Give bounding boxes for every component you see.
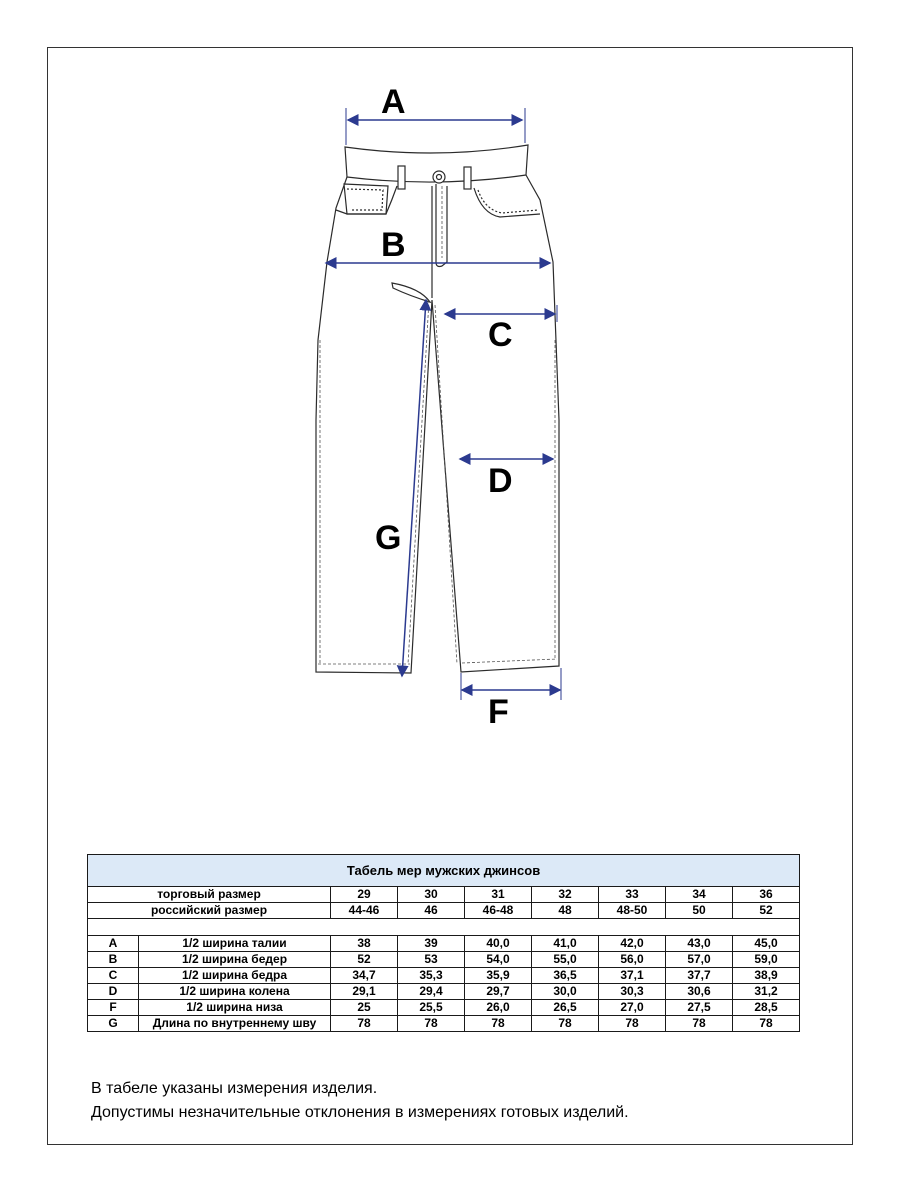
- table-cell: 27,5: [666, 1000, 733, 1016]
- table-cell: 33: [599, 887, 666, 903]
- row-code: A: [88, 936, 139, 952]
- table-row: [88, 968, 800, 984]
- table-cell: 32: [532, 887, 599, 903]
- table-cell: 78: [666, 1016, 733, 1032]
- table-row-russian-size: [88, 903, 800, 919]
- table-cell: 57,0: [666, 952, 733, 968]
- table-cell: 25: [331, 1000, 398, 1016]
- row-label: 1/2 ширина бедер: [139, 952, 331, 968]
- row-code: G: [88, 1016, 139, 1032]
- row-label: 1/2 ширина бедра: [139, 968, 331, 984]
- note-line-2: Допустимы незначительные отклонения в измерениях готовых изделий.: [91, 1104, 629, 1121]
- table-cell: 40,0: [465, 936, 532, 952]
- table-cell: 34: [666, 887, 733, 903]
- table-cell: 39: [398, 936, 465, 952]
- notes: [91, 1077, 629, 1125]
- label-d: D: [488, 462, 513, 500]
- row-label: 1/2 ширина низа: [139, 1000, 331, 1016]
- table-cell: 46-48: [465, 903, 532, 919]
- row-label: Длина по внутреннему шву: [139, 1016, 331, 1032]
- row-label: торговый размер: [88, 887, 331, 903]
- table-cell: 78: [532, 1016, 599, 1032]
- table-cell: 52: [331, 952, 398, 968]
- table-cell: 78: [398, 1016, 465, 1032]
- label-c: C: [488, 316, 513, 354]
- table-cell: 29,1: [331, 984, 398, 1000]
- table-cell: 36,5: [532, 968, 599, 984]
- table-cell: 48-50: [599, 903, 666, 919]
- table-cell: 28,5: [733, 1000, 800, 1016]
- table-cell: 30: [398, 887, 465, 903]
- table-cell: 30,6: [666, 984, 733, 1000]
- table-cell: 30,3: [599, 984, 666, 1000]
- table-cell: 59,0: [733, 952, 800, 968]
- table-cell: 26,0: [465, 1000, 532, 1016]
- table-cell: 37,7: [666, 968, 733, 984]
- table-cell: 52: [733, 903, 800, 919]
- table-cell: 36: [733, 887, 800, 903]
- table-cell: 31: [465, 887, 532, 903]
- table-row: [88, 952, 800, 968]
- row-code: D: [88, 984, 139, 1000]
- table-cell: 31,2: [733, 984, 800, 1000]
- row-code: B: [88, 952, 139, 968]
- label-b: B: [381, 226, 406, 264]
- table-cell: 45,0: [733, 936, 800, 952]
- table-title: Табель мер мужских джинсов: [88, 855, 800, 887]
- table-cell: 34,7: [331, 968, 398, 984]
- label-a: A: [381, 83, 406, 121]
- row-code: F: [88, 1000, 139, 1016]
- jeans-stitching: [318, 186, 557, 664]
- table-cell: 78: [733, 1016, 800, 1032]
- jeans-outline: [316, 145, 559, 673]
- row-label: 1/2 ширина талии: [139, 936, 331, 952]
- table-row-trade-size: [88, 887, 800, 903]
- table-cell: 30,0: [532, 984, 599, 1000]
- table-cell: 38,9: [733, 968, 800, 984]
- row-label: российский размер: [88, 903, 331, 919]
- table-cell: 78: [465, 1016, 532, 1032]
- table-cell: 55,0: [532, 952, 599, 968]
- table-cell: 29,4: [398, 984, 465, 1000]
- table-cell: 43,0: [666, 936, 733, 952]
- table-cell: 27,0: [599, 1000, 666, 1016]
- label-g: G: [375, 519, 402, 557]
- note-line-1: В табеле указаны измерения изделия.: [91, 1080, 378, 1097]
- row-code: C: [88, 968, 139, 984]
- table-cell: 26,5: [532, 1000, 599, 1016]
- table-cell: 54,0: [465, 952, 532, 968]
- table-cell: 56,0: [599, 952, 666, 968]
- pants-body: [316, 175, 559, 673]
- table-cell: 48: [532, 903, 599, 919]
- size-table: [87, 854, 800, 1032]
- table-cell: 41,0: [532, 936, 599, 952]
- table-cell: 50: [666, 903, 733, 919]
- table-cell: 78: [599, 1016, 666, 1032]
- table-row: [88, 984, 800, 1000]
- table-cell: 38: [331, 936, 398, 952]
- table-cell: 37,1: [599, 968, 666, 984]
- table-row: [88, 1000, 800, 1016]
- label-f: F: [488, 693, 509, 731]
- table-cell: 25,5: [398, 1000, 465, 1016]
- table-cell: 44-46: [331, 903, 398, 919]
- table-cell: 42,0: [599, 936, 666, 952]
- table-row: [88, 936, 800, 952]
- table-cell: 35,3: [398, 968, 465, 984]
- row-label: 1/2 ширина колена: [139, 984, 331, 1000]
- table-cell: 29,7: [465, 984, 532, 1000]
- table-cell: 78: [331, 1016, 398, 1032]
- table-cell: 46: [398, 903, 465, 919]
- table-spacer-row: [88, 919, 800, 936]
- table-cell: 35,9: [465, 968, 532, 984]
- table-cell: 29: [331, 887, 398, 903]
- table-row: [88, 1016, 800, 1032]
- table-cell: 53: [398, 952, 465, 968]
